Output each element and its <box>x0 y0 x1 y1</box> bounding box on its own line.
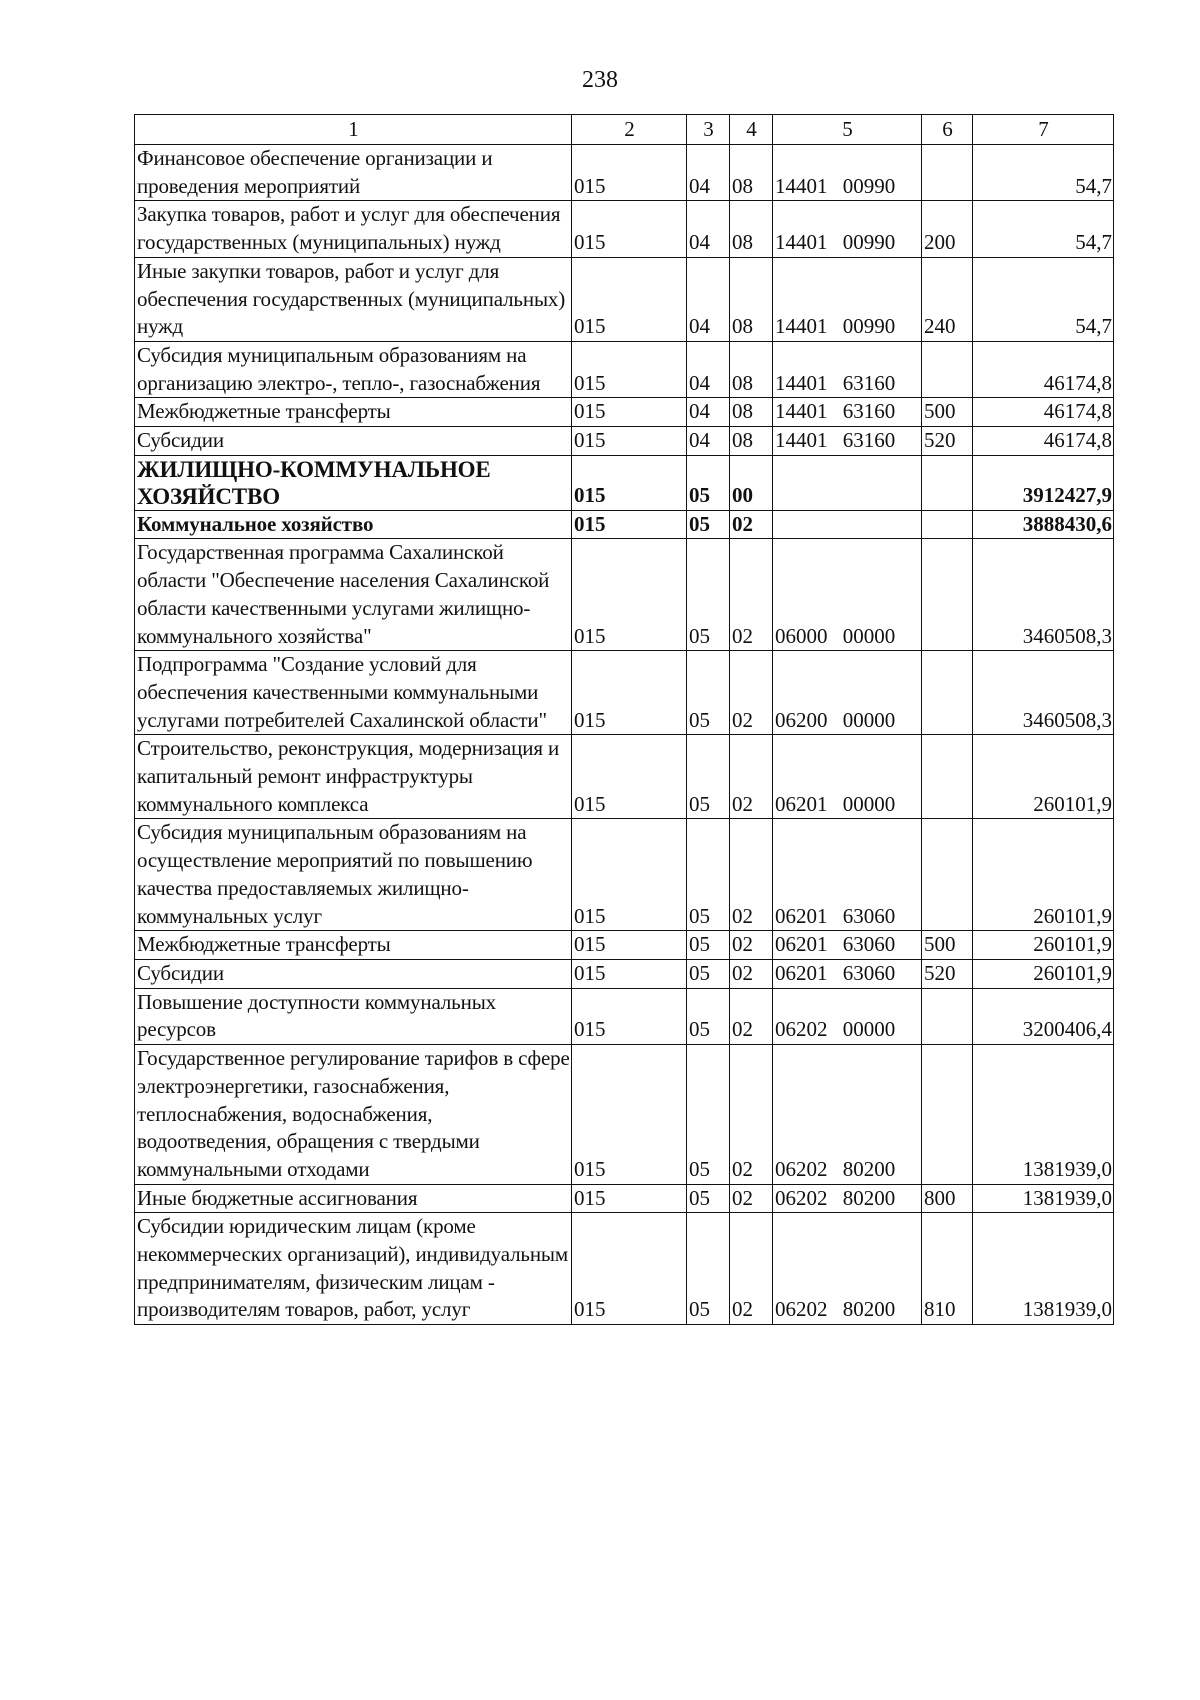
ministry-code-cell: 015 <box>572 145 687 201</box>
section-code-cell: 05 <box>687 1213 730 1325</box>
header-cell-1: 1 <box>135 115 572 145</box>
section-code-cell: 04 <box>687 341 730 397</box>
page-number: 238 <box>582 67 618 93</box>
table-row <box>135 510 1114 539</box>
amount-cell: 46174,8 <box>973 427 1114 456</box>
amount-cell: 54,7 <box>973 201 1114 257</box>
ministry-code-cell: 015 <box>572 455 687 510</box>
ministry-code-cell: 015 <box>572 959 687 988</box>
row-name-cell: Финансовое обеспечение организации и проведения мероприятий <box>135 145 572 201</box>
subsection-code-cell: 02 <box>730 1045 773 1185</box>
amount-cell: 3912427,9 <box>973 455 1114 510</box>
expense-type-cell: 240 <box>922 257 973 341</box>
expense-type-cell <box>922 651 973 735</box>
expense-type-cell: 800 <box>922 1184 973 1213</box>
amount-cell: 46174,8 <box>973 398 1114 427</box>
row-name-cell: Подпрограмма "Создание условий для обеспечения качественными коммунальными услугами потребителей Сахалинской области" <box>135 651 572 735</box>
target-article-cell: 06202 80200 <box>773 1045 922 1185</box>
expense-type-cell: 520 <box>922 427 973 456</box>
subsection-code-cell: 02 <box>730 735 773 819</box>
amount-cell: 1381939,0 <box>973 1213 1114 1325</box>
expense-type-cell <box>922 539 973 651</box>
amount-cell: 260101,9 <box>973 931 1114 960</box>
target-article-cell: 06202 80200 <box>773 1213 922 1325</box>
ministry-code-cell: 015 <box>572 931 687 960</box>
table-row <box>135 1045 1114 1185</box>
ministry-code-cell: 015 <box>572 398 687 427</box>
expense-type-cell: 500 <box>922 398 973 427</box>
table-row <box>135 539 1114 651</box>
target-article-cell: 14401 00990 <box>773 257 922 341</box>
target-article-cell: 14401 63160 <box>773 427 922 456</box>
target-article-cell: 14401 00990 <box>773 201 922 257</box>
section-code-cell: 05 <box>687 510 730 539</box>
row-name-cell: Субсидии юридическим лицам (кроме некоммерческих организаций), индивидуальным предпринимателям, физическим лицам - производителям товаров, работ, услуг <box>135 1213 572 1325</box>
ministry-code-cell: 015 <box>572 988 687 1044</box>
expense-type-cell: 500 <box>922 931 973 960</box>
ministry-code-cell: 015 <box>572 735 687 819</box>
subsection-code-cell: 02 <box>730 1213 773 1325</box>
amount-cell: 46174,8 <box>973 341 1114 397</box>
table-row <box>135 959 1114 988</box>
expense-type-cell <box>922 455 973 510</box>
target-article-cell: 06000 00000 <box>773 539 922 651</box>
target-article-cell: 06200 00000 <box>773 651 922 735</box>
subsection-code-cell: 08 <box>730 257 773 341</box>
table-row <box>135 1213 1114 1325</box>
amount-cell: 54,7 <box>973 257 1114 341</box>
subsection-code-cell: 02 <box>730 988 773 1044</box>
section-code-cell: 05 <box>687 735 730 819</box>
expense-type-cell <box>922 988 973 1044</box>
row-name-cell: Повышение доступности коммунальных ресурсов <box>135 988 572 1044</box>
row-name-cell: Межбюджетные трансферты <box>135 931 572 960</box>
table-row <box>135 1184 1114 1213</box>
header-cell-6: 6 <box>922 115 973 145</box>
subsection-code-cell: 02 <box>730 1184 773 1213</box>
row-name-cell: Субсидии <box>135 427 572 456</box>
expense-type-cell <box>922 819 973 931</box>
row-name-cell: Межбюджетные трансферты <box>135 398 572 427</box>
row-name-cell: Иные бюджетные ассигнования <box>135 1184 572 1213</box>
target-article-cell: 14401 63160 <box>773 398 922 427</box>
section-code-cell: 04 <box>687 427 730 456</box>
target-article-cell: 06201 63060 <box>773 931 922 960</box>
ministry-code-cell: 015 <box>572 201 687 257</box>
ministry-code-cell: 015 <box>572 819 687 931</box>
expense-type-cell <box>922 510 973 539</box>
expense-type-cell <box>922 341 973 397</box>
target-article-cell: 06201 00000 <box>773 735 922 819</box>
target-article-cell: 06202 00000 <box>773 988 922 1044</box>
target-article-cell: 06201 63060 <box>773 819 922 931</box>
ministry-code-cell: 015 <box>572 257 687 341</box>
expense-type-cell: 520 <box>922 959 973 988</box>
table-row <box>135 455 1114 510</box>
header-cell-2: 2 <box>572 115 687 145</box>
table-row <box>135 931 1114 960</box>
subsection-code-cell: 02 <box>730 959 773 988</box>
section-code-cell: 05 <box>687 1045 730 1185</box>
ministry-code-cell: 015 <box>572 1045 687 1185</box>
target-article-cell: 14401 63160 <box>773 341 922 397</box>
subsection-code-cell: 08 <box>730 341 773 397</box>
section-code-cell: 04 <box>687 257 730 341</box>
subsection-code-cell: 08 <box>730 398 773 427</box>
section-code-cell: 05 <box>687 1184 730 1213</box>
subsection-code-cell: 02 <box>730 651 773 735</box>
subsection-code-cell: 08 <box>730 201 773 257</box>
section-code-cell: 05 <box>687 539 730 651</box>
table-row <box>135 427 1114 456</box>
header-cell-4: 4 <box>730 115 773 145</box>
amount-cell: 1381939,0 <box>973 1184 1114 1213</box>
table-row <box>135 341 1114 397</box>
budget-table <box>134 114 1114 1325</box>
ministry-code-cell: 015 <box>572 510 687 539</box>
ministry-code-cell: 015 <box>572 1184 687 1213</box>
subsection-code-cell: 02 <box>730 539 773 651</box>
subsection-code-cell: 08 <box>730 427 773 456</box>
header-cell-3: 3 <box>687 115 730 145</box>
table-row <box>135 988 1114 1044</box>
subsection-code-cell: 02 <box>730 510 773 539</box>
subsection-code-cell: 08 <box>730 145 773 201</box>
amount-cell: 3888430,6 <box>973 510 1114 539</box>
amount-cell: 1381939,0 <box>973 1045 1114 1185</box>
amount-cell: 3200406,4 <box>973 988 1114 1044</box>
ministry-code-cell: 015 <box>572 651 687 735</box>
target-article-cell: 14401 00990 <box>773 145 922 201</box>
target-article-cell <box>773 455 922 510</box>
expense-type-cell <box>922 1045 973 1185</box>
section-code-cell: 05 <box>687 651 730 735</box>
expense-type-cell <box>922 145 973 201</box>
section-code-cell: 05 <box>687 988 730 1044</box>
section-code-cell: 05 <box>687 959 730 988</box>
expense-type-cell <box>922 735 973 819</box>
subsection-code-cell: 00 <box>730 455 773 510</box>
table-row <box>135 735 1114 819</box>
row-name-cell: Государственная программа Сахалинской области "Обеспечение населения Сахалинской области качественными услугами жилищно-коммунального хозяйства" <box>135 539 572 651</box>
header-cell-5: 5 <box>773 115 922 145</box>
row-name-cell: Субсидия муниципальным образованиям на осуществление мероприятий по повышению качества предоставляемых жилищно-коммунальных услуг <box>135 819 572 931</box>
amount-cell: 54,7 <box>973 145 1114 201</box>
ministry-code-cell: 015 <box>572 341 687 397</box>
row-name-cell: Закупка товаров, работ и услуг для обеспечения государственных (муниципальных) нужд <box>135 201 572 257</box>
amount-cell: 260101,9 <box>973 735 1114 819</box>
amount-cell: 3460508,3 <box>973 651 1114 735</box>
ministry-code-cell: 015 <box>572 539 687 651</box>
section-code-cell: 04 <box>687 398 730 427</box>
amount-cell: 3460508,3 <box>973 539 1114 651</box>
table-row <box>135 651 1114 735</box>
section-code-cell: 05 <box>687 819 730 931</box>
ministry-code-cell: 015 <box>572 427 687 456</box>
subsection-code-cell: 02 <box>730 931 773 960</box>
target-article-cell: 06201 63060 <box>773 959 922 988</box>
header-cell-7: 7 <box>973 115 1114 145</box>
target-article-cell <box>773 510 922 539</box>
row-name-cell: Строительство, реконструкция, модернизация и капитальный ремонт инфраструктуры коммунального комплекса <box>135 735 572 819</box>
ministry-code-cell: 015 <box>572 1213 687 1325</box>
row-name-cell: Иные закупки товаров, работ и услуг для обеспечения государственных (муниципальных) нужд <box>135 257 572 341</box>
row-name-cell: Коммунальное хозяйство <box>135 510 572 539</box>
section-code-cell: 04 <box>687 201 730 257</box>
row-name-cell: Субсидии <box>135 959 572 988</box>
table-row <box>135 257 1114 341</box>
expense-type-cell: 810 <box>922 1213 973 1325</box>
header-row <box>135 115 1114 145</box>
expense-type-cell: 200 <box>922 201 973 257</box>
table-row <box>135 145 1114 201</box>
section-code-cell: 05 <box>687 931 730 960</box>
subsection-code-cell: 02 <box>730 819 773 931</box>
section-code-cell: 04 <box>687 145 730 201</box>
amount-cell: 260101,9 <box>973 959 1114 988</box>
row-name-cell: Субсидия муниципальным образованиям на организацию электро-, тепло-, газоснабжения <box>135 341 572 397</box>
row-name-cell: Государственное регулирование тарифов в сфере электроэнергетики, газоснабжения, теплоснабжения, водоснабжения, водоотведения, обращения с твердыми коммунальными отходами <box>135 1045 572 1185</box>
table-row <box>135 201 1114 257</box>
row-name-cell: ЖИЛИЩНО-КОММУНАЛЬНОЕ ХОЗЯЙСТВО <box>135 455 572 510</box>
target-article-cell: 06202 80200 <box>773 1184 922 1213</box>
table-row <box>135 819 1114 931</box>
section-code-cell: 05 <box>687 455 730 510</box>
amount-cell: 260101,9 <box>973 819 1114 931</box>
table-row <box>135 398 1114 427</box>
